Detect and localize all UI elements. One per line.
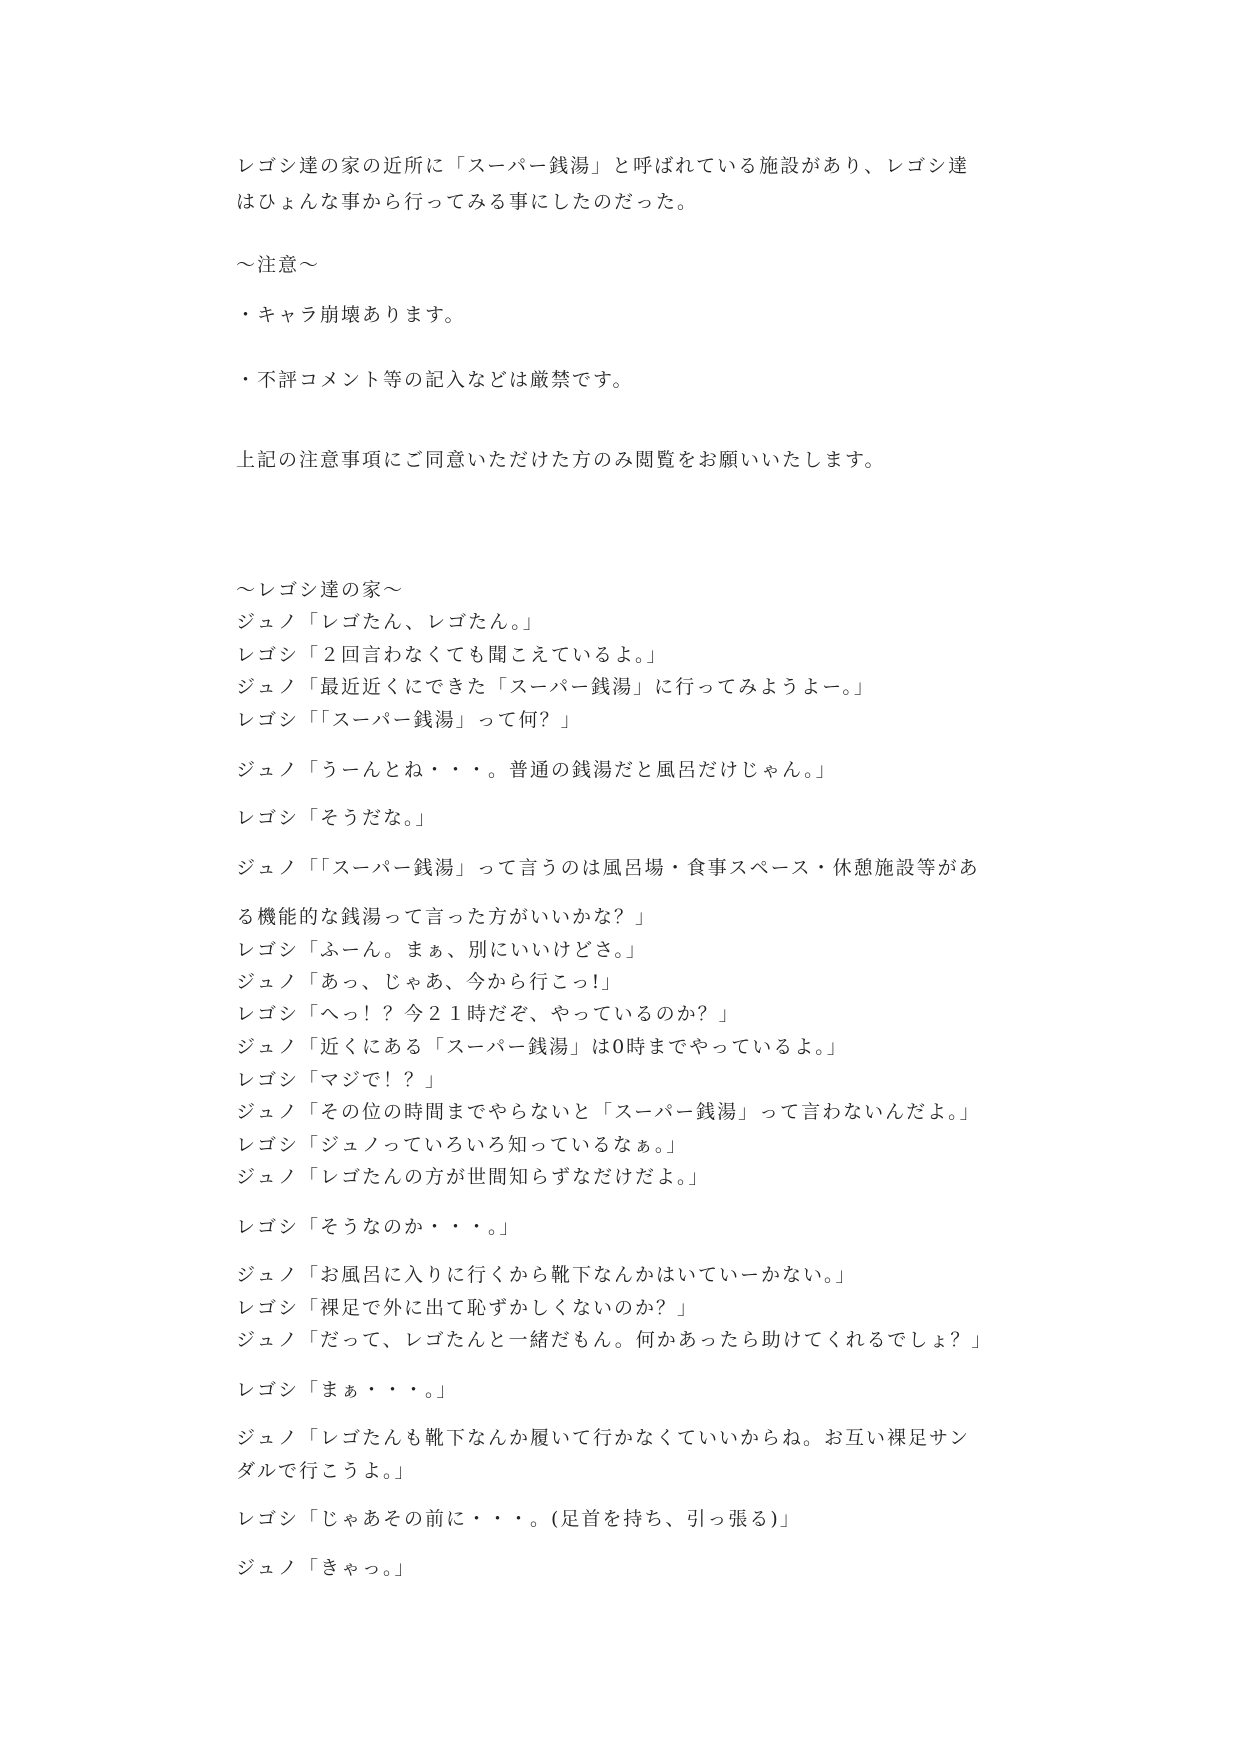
dialogue-line: レゴシ「じゃあその前に・・・。(足首を持ち、引っ張る)」 xyxy=(236,1508,801,1530)
dialogue-line: ジュノ「うーんとね・・・。普通の銭湯だと風呂だけじゃん。」 xyxy=(236,759,837,781)
dialogue-line: ジュノ「レゴたんの方が世間知らずなだけだよ。」 xyxy=(236,1166,710,1188)
dialogue-line: る機能的な銭湯って言った方がいいかな？」 xyxy=(236,906,657,928)
dialogue-line: レゴシ「そうだな。」 xyxy=(236,807,437,829)
agreement-text: 上記の注意事項にご同意いただけた方のみ閲覧をお願いいたします。 xyxy=(236,449,886,471)
dialogue-line: レゴシ「裸足で外に出て恥ずかしくないのか？」 xyxy=(236,1297,699,1319)
dialogue-line: ジュノ「あっ、じゃあ、今から行こっ!」 xyxy=(236,971,623,993)
dialogue-line: レゴシ「へっ！？今２１時だぞ、やっているのか？」 xyxy=(236,1003,740,1025)
dialogue-line: レゴシ「２回言わなくても聞こえているよ。」 xyxy=(236,644,668,666)
dialogue-line: ジュノ「「スーパー銭湯」って言うのは風呂場・食事スペース・休憩施設等があ xyxy=(236,857,980,879)
dialogue-line: レゴシ「マジで！？」 xyxy=(236,1069,447,1091)
dialogue-line: ジュノ「だって、レゴたんと一緒だもん。何かあったら助けてくれるでしょ？」 xyxy=(236,1329,993,1351)
notice-item: ・不評コメント等の記入などは厳禁です。 xyxy=(236,369,634,391)
dialogue-line: ジュノ「レゴたん、レゴたん。」 xyxy=(236,611,544,633)
notice-item: ・キャラ崩壊あります。 xyxy=(236,304,466,326)
dialogue-line: ジュノ「その位の時間までやらないと「スーパー銭湯」って言わないんだよ。」 xyxy=(236,1101,981,1123)
dialogue-line: ダルで行こうよ。」 xyxy=(236,1460,416,1482)
dialogue-line: ジュノ「レゴたんも靴下なんか履いて行かなくていいからね。お互い裸足サン xyxy=(236,1427,971,1449)
scene-heading: 〜レゴシ達の家〜 xyxy=(236,579,405,601)
dialogue-line: ジュノ「近くにある「スーパー銭湯」は0時までやっているよ。」 xyxy=(236,1036,848,1058)
dialogue-line: ジュノ「きゃっ。」 xyxy=(236,1557,416,1579)
dialogue-line: ジュノ「お風呂に入りに行くから靴下なんかはいていーかない。」 xyxy=(236,1264,857,1286)
dialogue-line: レゴシ「ジュノっていろいろ知っているなぁ。」 xyxy=(236,1134,688,1156)
notice-heading: 〜注意〜 xyxy=(236,254,321,276)
dialogue-line: レゴシ「ふーん。まぁ、別にいいけどさ。」 xyxy=(236,939,647,961)
dialogue-line: レゴシ「まぁ・・・。」 xyxy=(236,1379,458,1401)
intro-line-1: レゴシ達の家の近所に「スーパー銭湯」と呼ばれている施設があり、レゴシ達 xyxy=(236,155,970,177)
dialogue-line: レゴシ「「スーパー銭湯」って何？」 xyxy=(236,709,582,731)
intro-line-2: はひょんな事から行ってみる事にしたのだった。 xyxy=(236,191,699,213)
dialogue-line: レゴシ「そうなのか・・・。」 xyxy=(236,1216,521,1238)
dialogue-line: ジュノ「最近近くにできた「スーパー銭湯」に行ってみようよー。」 xyxy=(236,676,875,698)
